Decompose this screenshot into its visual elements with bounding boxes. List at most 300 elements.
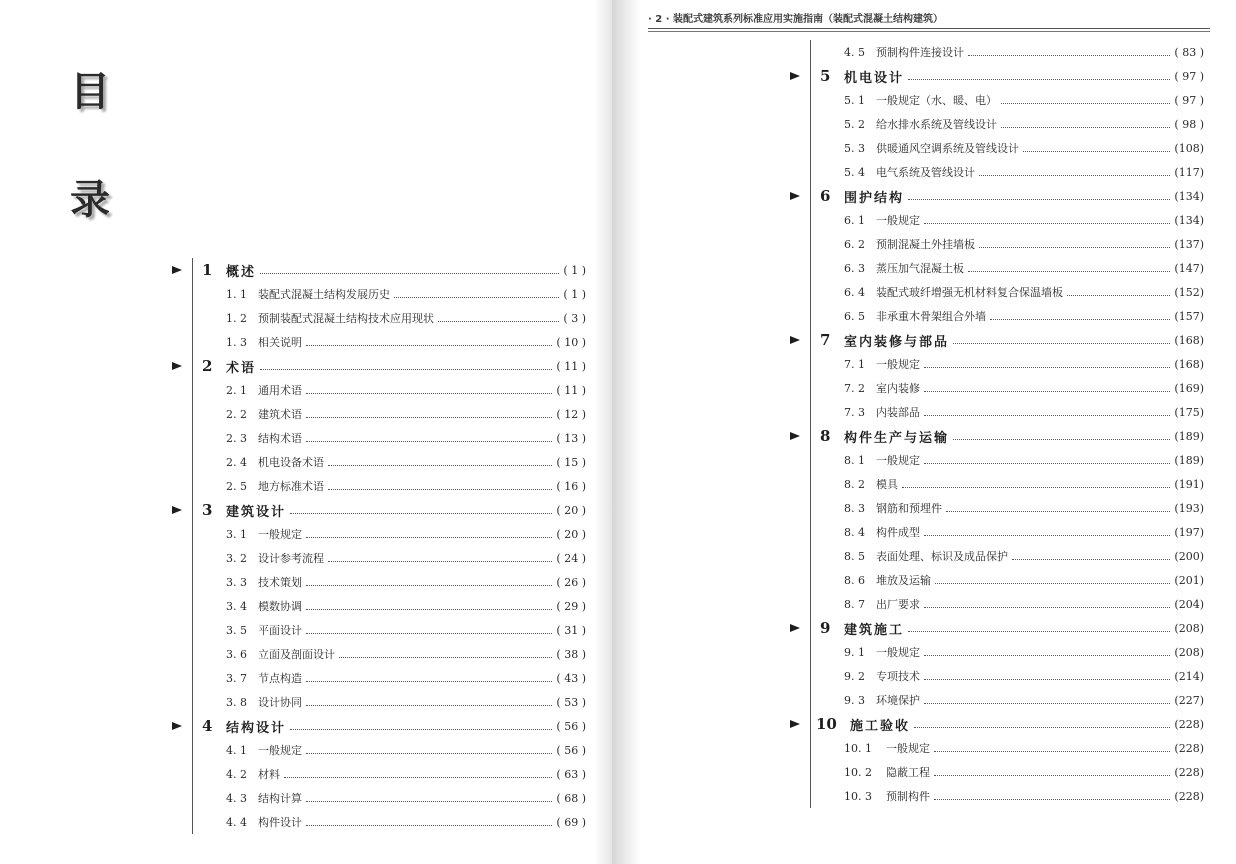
dot-leader bbox=[306, 333, 552, 346]
dot-leader bbox=[306, 813, 552, 826]
chapter-page-number: ( 97 ) bbox=[1174, 69, 1204, 83]
section-title: 模具 bbox=[876, 478, 898, 491]
chapter-arrow-icon bbox=[790, 624, 800, 632]
chapter-number: 10 bbox=[816, 715, 837, 733]
toc-list-left bbox=[172, 258, 586, 834]
chapter-title: 概述 bbox=[226, 264, 257, 280]
section-page-number: ( 53 ) bbox=[556, 695, 586, 709]
section-page-number: ( 29 ) bbox=[556, 599, 586, 613]
dot-leader bbox=[339, 645, 552, 658]
dot-leader bbox=[394, 285, 559, 298]
toc-section-entry[interactable] bbox=[790, 592, 1204, 616]
section-title: 一般规定 bbox=[876, 646, 920, 659]
dot-leader bbox=[908, 67, 1170, 80]
section-title: 立面及剖面设计 bbox=[258, 648, 335, 661]
dot-leader bbox=[306, 405, 552, 418]
toc-section-entry[interactable] bbox=[790, 448, 1204, 472]
toc-section-entry[interactable] bbox=[790, 40, 1204, 64]
toc-chapter-entry[interactable] bbox=[172, 498, 586, 522]
section-title: 结构计算 bbox=[258, 792, 302, 805]
section-number: 2. 5 bbox=[226, 479, 247, 493]
toc-section-entry[interactable] bbox=[790, 472, 1204, 496]
section-page-number: ( 97 ) bbox=[1174, 93, 1204, 107]
dot-leader bbox=[260, 357, 552, 370]
chapter-number: 1 bbox=[202, 261, 213, 279]
section-title: 节点构造 bbox=[258, 672, 302, 685]
toc-chapter-entry[interactable] bbox=[790, 328, 1204, 352]
toc-list-right bbox=[790, 40, 1204, 808]
toc-section-entry[interactable] bbox=[790, 280, 1204, 304]
section-title: 钢筋和预埋件 bbox=[876, 502, 942, 515]
dot-leader bbox=[924, 379, 1170, 392]
dot-leader bbox=[953, 427, 1170, 440]
section-page-number: ( 56 ) bbox=[556, 743, 586, 757]
section-title: 相关说明 bbox=[258, 336, 302, 349]
chapter-title: 构件生产与运输 bbox=[844, 430, 950, 446]
section-number: 5. 1 bbox=[844, 93, 865, 107]
toc-section-entry[interactable] bbox=[172, 738, 586, 762]
section-page-number: (201) bbox=[1174, 573, 1204, 587]
section-page-number: (108) bbox=[1174, 141, 1204, 155]
section-title: 预制构件 bbox=[886, 790, 930, 803]
dot-leader bbox=[935, 571, 1170, 584]
dot-leader bbox=[979, 235, 1170, 248]
section-number: 7. 2 bbox=[844, 381, 865, 395]
section-title: 模数协调 bbox=[258, 600, 302, 613]
chapter-number: 7 bbox=[820, 331, 831, 349]
section-page-number: (157) bbox=[1174, 309, 1204, 323]
toc-section-entry[interactable] bbox=[172, 618, 586, 642]
toc-chapter-entry[interactable] bbox=[172, 714, 586, 738]
section-number: 9. 3 bbox=[844, 693, 865, 707]
section-page-number: ( 31 ) bbox=[556, 623, 586, 637]
toc-section-entry[interactable] bbox=[172, 306, 586, 330]
toc-section-entry[interactable] bbox=[790, 304, 1204, 328]
section-title: 堆放及运输 bbox=[876, 574, 931, 587]
section-page-number: ( 69 ) bbox=[556, 815, 586, 829]
section-title: 蒸压加气混凝土板 bbox=[876, 262, 964, 275]
toc-section-entry[interactable] bbox=[172, 282, 586, 306]
chapter-page-number: (168) bbox=[1174, 333, 1204, 347]
dot-leader bbox=[924, 523, 1170, 536]
toc-section-entry[interactable] bbox=[790, 376, 1204, 400]
dot-leader bbox=[306, 741, 552, 754]
toc-chapter-entry[interactable] bbox=[790, 424, 1204, 448]
chapter-arrow-icon bbox=[790, 72, 800, 80]
toc-section-entry[interactable] bbox=[172, 426, 586, 450]
toc-section-entry[interactable] bbox=[172, 330, 586, 354]
section-title: 预制装配式混凝土结构技术应用现状 bbox=[258, 312, 434, 325]
section-title: 电气系统及管线设计 bbox=[876, 166, 975, 179]
dot-leader bbox=[924, 643, 1170, 656]
dot-leader bbox=[328, 549, 552, 562]
section-page-number: (147) bbox=[1174, 261, 1204, 275]
dot-leader bbox=[1001, 115, 1170, 128]
chapter-number: 6 bbox=[820, 187, 831, 205]
section-page-number: (191) bbox=[1174, 477, 1204, 491]
chapter-page-number: ( 1 ) bbox=[563, 263, 586, 277]
header-rule-thin bbox=[648, 31, 1210, 32]
chapter-page-number: ( 56 ) bbox=[556, 719, 586, 733]
section-number: 3. 8 bbox=[226, 695, 247, 709]
dot-leader bbox=[908, 619, 1170, 632]
section-number: 10. 3 bbox=[844, 789, 872, 803]
section-number: 6. 4 bbox=[844, 285, 865, 299]
section-page-number: ( 98 ) bbox=[1174, 117, 1204, 131]
dot-leader bbox=[1001, 91, 1170, 104]
toc-section-entry[interactable] bbox=[790, 136, 1204, 160]
chapter-arrow-icon bbox=[172, 722, 182, 730]
toc-section-entry[interactable] bbox=[790, 784, 1204, 808]
section-page-number: ( 38 ) bbox=[556, 647, 586, 661]
section-number: 7. 3 bbox=[844, 405, 865, 419]
section-title: 一般规定（水、暖、电） bbox=[876, 94, 997, 107]
dot-leader bbox=[1067, 283, 1170, 296]
section-number: 9. 2 bbox=[844, 669, 865, 683]
chapter-page-number: ( 20 ) bbox=[556, 503, 586, 517]
toc-section-entry[interactable] bbox=[790, 520, 1204, 544]
section-page-number: ( 11 ) bbox=[556, 383, 586, 397]
section-number: 2. 2 bbox=[226, 407, 247, 421]
section-page-number: (228) bbox=[1174, 765, 1204, 779]
toc-section-entry[interactable] bbox=[790, 664, 1204, 688]
dot-leader bbox=[1012, 547, 1170, 560]
section-page-number: (227) bbox=[1174, 693, 1204, 707]
section-title: 预制混凝土外挂墙板 bbox=[876, 238, 975, 251]
section-page-number: (200) bbox=[1174, 549, 1204, 563]
chapter-arrow-icon bbox=[172, 266, 182, 274]
section-number: 2. 1 bbox=[226, 383, 247, 397]
dot-leader bbox=[306, 597, 552, 610]
section-number: 1. 1 bbox=[226, 287, 247, 301]
section-number: 5. 4 bbox=[844, 165, 865, 179]
section-title: 供暖通风空调系统及管线设计 bbox=[876, 142, 1019, 155]
section-page-number: ( 83 ) bbox=[1174, 45, 1204, 59]
section-number: 3. 1 bbox=[226, 527, 247, 541]
dot-leader bbox=[934, 787, 1170, 800]
dot-leader bbox=[934, 763, 1170, 776]
dot-leader bbox=[934, 739, 1170, 752]
chapter-number: 5 bbox=[820, 67, 831, 85]
section-page-number: ( 63 ) bbox=[556, 767, 586, 781]
section-page-number: ( 16 ) bbox=[556, 479, 586, 493]
dot-leader bbox=[924, 403, 1170, 416]
section-number: 8. 2 bbox=[844, 477, 865, 491]
chapter-number: 4 bbox=[202, 717, 213, 735]
right-page bbox=[612, 0, 1236, 864]
toc-section-entry[interactable] bbox=[790, 688, 1204, 712]
section-title: 地方标准术语 bbox=[258, 480, 324, 493]
dot-leader bbox=[438, 309, 559, 322]
toc-section-entry[interactable] bbox=[790, 736, 1204, 760]
section-number: 3. 5 bbox=[226, 623, 247, 637]
section-page-number: (152) bbox=[1174, 285, 1204, 299]
section-page-number: (189) bbox=[1174, 453, 1204, 467]
chapter-title: 机电设计 bbox=[844, 70, 905, 86]
section-title: 一般规定 bbox=[258, 744, 302, 757]
section-title: 专项技术 bbox=[876, 670, 920, 683]
section-page-number: (228) bbox=[1174, 789, 1204, 803]
toc-section-entry[interactable] bbox=[790, 544, 1204, 568]
chapter-arrow-icon bbox=[790, 432, 800, 440]
toc-section-entry[interactable] bbox=[172, 402, 586, 426]
chapter-arrow-icon bbox=[790, 720, 800, 728]
section-number: 5. 3 bbox=[844, 141, 865, 155]
section-number: 3. 4 bbox=[226, 599, 247, 613]
section-number: 10. 2 bbox=[844, 765, 872, 779]
section-page-number: (168) bbox=[1174, 357, 1204, 371]
chapter-page-number: (134) bbox=[1174, 189, 1204, 203]
chapter-arrow-icon bbox=[790, 336, 800, 344]
toc-title-char-2: 录 bbox=[70, 177, 110, 223]
toc-section-entry[interactable] bbox=[790, 88, 1204, 112]
left-page bbox=[0, 0, 612, 864]
chapter-title: 围护结构 bbox=[844, 190, 905, 206]
section-number: 3. 3 bbox=[226, 575, 247, 589]
section-title: 一般规定 bbox=[876, 454, 920, 467]
toc-chapter-entry[interactable] bbox=[172, 354, 586, 378]
chapter-arrow-icon bbox=[790, 192, 800, 200]
section-page-number: (134) bbox=[1174, 213, 1204, 227]
dot-leader bbox=[284, 765, 552, 778]
toc-section-entry[interactable] bbox=[172, 810, 586, 834]
chapter-page-number: ( 11 ) bbox=[556, 359, 586, 373]
section-page-number: ( 24 ) bbox=[556, 551, 586, 565]
dot-leader bbox=[902, 475, 1170, 488]
section-title: 给水排水系统及管线设计 bbox=[876, 118, 997, 131]
dot-leader bbox=[924, 211, 1170, 224]
section-page-number: (117) bbox=[1174, 165, 1204, 179]
toc-section-entry[interactable] bbox=[172, 786, 586, 810]
dot-leader bbox=[306, 525, 552, 538]
toc-chapter-entry[interactable] bbox=[790, 184, 1204, 208]
dot-leader bbox=[306, 381, 552, 394]
toc-section-entry[interactable] bbox=[172, 450, 586, 474]
toc-divider-line bbox=[192, 258, 193, 834]
dot-leader bbox=[908, 187, 1170, 200]
dot-leader bbox=[328, 453, 552, 466]
section-page-number: ( 12 ) bbox=[556, 407, 586, 421]
section-page-number: (169) bbox=[1174, 381, 1204, 395]
toc-section-entry[interactable] bbox=[790, 232, 1204, 256]
section-number: 1. 3 bbox=[226, 335, 247, 349]
section-title: 机电设备术语 bbox=[258, 456, 324, 469]
section-title: 设计协同 bbox=[258, 696, 302, 709]
section-number: 6. 1 bbox=[844, 213, 865, 227]
section-page-number: ( 3 ) bbox=[563, 311, 586, 325]
section-title: 内装部品 bbox=[876, 406, 920, 419]
section-title: 一般规定 bbox=[258, 528, 302, 541]
chapter-title: 术语 bbox=[226, 360, 257, 376]
section-number: 3. 2 bbox=[226, 551, 247, 565]
toc-section-entry[interactable] bbox=[790, 640, 1204, 664]
section-number: 8. 4 bbox=[844, 525, 865, 539]
section-title: 出厂要求 bbox=[876, 598, 920, 611]
section-number: 8. 3 bbox=[844, 501, 865, 515]
header-rule bbox=[648, 28, 1210, 29]
section-page-number: ( 1 ) bbox=[563, 287, 586, 301]
toc-section-entry[interactable] bbox=[172, 378, 586, 402]
section-title: 环境保护 bbox=[876, 694, 920, 707]
section-title: 隐蔽工程 bbox=[886, 766, 930, 779]
toc-section-entry[interactable] bbox=[790, 760, 1204, 784]
chapter-arrow-icon bbox=[172, 362, 182, 370]
toc-section-entry[interactable] bbox=[790, 568, 1204, 592]
chapter-page-number: (208) bbox=[1174, 621, 1204, 635]
dot-leader bbox=[924, 355, 1170, 368]
chapter-page-number: (228) bbox=[1174, 717, 1204, 731]
dot-leader bbox=[953, 331, 1170, 344]
section-number: 1. 2 bbox=[226, 311, 247, 325]
section-title: 表面处理、标识及成品保护 bbox=[876, 550, 1008, 563]
section-number: 8. 5 bbox=[844, 549, 865, 563]
section-title: 构件成型 bbox=[876, 526, 920, 539]
dot-leader bbox=[924, 595, 1170, 608]
chapter-page-number: (189) bbox=[1174, 429, 1204, 443]
section-number: 4. 3 bbox=[226, 791, 247, 805]
section-title: 平面设计 bbox=[258, 624, 302, 637]
toc-section-entry[interactable] bbox=[172, 642, 586, 666]
dot-leader bbox=[924, 691, 1170, 704]
section-page-number: (137) bbox=[1174, 237, 1204, 251]
section-number: 4. 2 bbox=[226, 767, 247, 781]
toc-chapter-entry[interactable] bbox=[790, 64, 1204, 88]
toc-chapter-entry[interactable] bbox=[790, 616, 1204, 640]
dot-leader bbox=[979, 163, 1170, 176]
toc-section-entry[interactable] bbox=[790, 160, 1204, 184]
section-title: 非承重木骨架组合外墙 bbox=[876, 310, 986, 323]
gutter-shadow bbox=[612, 0, 640, 864]
toc-section-entry[interactable] bbox=[172, 666, 586, 690]
chapter-title: 结构设计 bbox=[226, 720, 287, 736]
section-title: 预制构件连接设计 bbox=[876, 46, 964, 59]
section-page-number: (204) bbox=[1174, 597, 1204, 611]
dot-leader bbox=[914, 715, 1170, 728]
section-number: 9. 1 bbox=[844, 645, 865, 659]
section-page-number: ( 20 ) bbox=[556, 527, 586, 541]
toc-section-entry[interactable] bbox=[790, 352, 1204, 376]
section-title: 建筑术语 bbox=[258, 408, 302, 421]
dot-leader bbox=[968, 43, 1170, 56]
chapter-arrow-icon bbox=[172, 506, 182, 514]
section-number: 5. 2 bbox=[844, 117, 865, 131]
section-number: 8. 1 bbox=[844, 453, 865, 467]
dot-leader bbox=[306, 669, 552, 682]
section-page-number: (175) bbox=[1174, 405, 1204, 419]
dot-leader bbox=[946, 499, 1170, 512]
toc-section-entry[interactable] bbox=[172, 690, 586, 714]
gutter-shadow bbox=[594, 0, 612, 864]
chapter-number: 2 bbox=[202, 357, 213, 375]
section-title: 通用术语 bbox=[258, 384, 302, 397]
toc-chapter-entry[interactable] bbox=[790, 712, 1204, 736]
section-title: 室内装修 bbox=[876, 382, 920, 395]
dot-leader bbox=[968, 259, 1170, 272]
section-title: 一般规定 bbox=[876, 214, 920, 227]
toc-chapter-entry[interactable] bbox=[172, 258, 586, 282]
dot-leader bbox=[306, 693, 552, 706]
dot-leader bbox=[260, 261, 559, 274]
toc-section-entry[interactable] bbox=[172, 474, 586, 498]
dot-leader bbox=[306, 429, 552, 442]
section-page-number: (228) bbox=[1174, 741, 1204, 755]
section-title: 结构术语 bbox=[258, 432, 302, 445]
dot-leader bbox=[1023, 139, 1170, 152]
section-page-number: (208) bbox=[1174, 645, 1204, 659]
chapter-title: 建筑施工 bbox=[844, 622, 905, 638]
toc-section-entry[interactable] bbox=[790, 112, 1204, 136]
section-number: 8. 6 bbox=[844, 573, 865, 587]
section-number: 8. 7 bbox=[844, 597, 865, 611]
toc-section-entry[interactable] bbox=[172, 594, 586, 618]
section-page-number: ( 68 ) bbox=[556, 791, 586, 805]
dot-leader bbox=[924, 451, 1170, 464]
dot-leader bbox=[924, 667, 1170, 680]
chapter-title: 室内装修与部品 bbox=[844, 334, 950, 350]
section-number: 10. 1 bbox=[844, 741, 872, 755]
chapter-number: 3 bbox=[202, 501, 213, 519]
section-title: 一般规定 bbox=[876, 358, 920, 371]
section-title: 一般规定 bbox=[886, 742, 930, 755]
section-page-number: ( 15 ) bbox=[556, 455, 586, 469]
dot-leader bbox=[290, 501, 552, 514]
section-title: 装配式玻纤增强无机材料复合保温墙板 bbox=[876, 286, 1063, 299]
section-page-number: ( 10 ) bbox=[556, 335, 586, 349]
toc-section-entry[interactable] bbox=[790, 256, 1204, 280]
section-number: 2. 4 bbox=[226, 455, 247, 469]
section-number: 6. 3 bbox=[844, 261, 865, 275]
section-number: 6. 2 bbox=[844, 237, 865, 251]
toc-section-entry[interactable] bbox=[172, 570, 586, 594]
section-title: 技术策划 bbox=[258, 576, 302, 589]
dot-leader bbox=[990, 307, 1170, 320]
dot-leader bbox=[306, 621, 552, 634]
section-number: 3. 6 bbox=[226, 647, 247, 661]
dot-leader bbox=[290, 717, 552, 730]
section-page-number: (214) bbox=[1174, 669, 1204, 683]
section-title: 构件设计 bbox=[258, 816, 302, 829]
section-number: 7. 1 bbox=[844, 357, 865, 371]
section-number: 3. 7 bbox=[226, 671, 247, 685]
chapter-title: 施工验收 bbox=[850, 718, 911, 734]
section-page-number: ( 43 ) bbox=[556, 671, 586, 685]
toc-section-entry[interactable] bbox=[790, 496, 1204, 520]
section-page-number: ( 13 ) bbox=[556, 431, 586, 445]
section-page-number: (197) bbox=[1174, 525, 1204, 539]
toc-section-entry[interactable] bbox=[172, 546, 586, 570]
chapter-number: 9 bbox=[820, 619, 831, 637]
toc-title-char-1: 目 bbox=[70, 69, 110, 115]
section-title: 装配式混凝土结构发展历史 bbox=[258, 288, 390, 301]
section-number: 6. 5 bbox=[844, 309, 865, 323]
section-number: 4. 4 bbox=[226, 815, 247, 829]
section-page-number: ( 26 ) bbox=[556, 575, 586, 589]
section-number: 4. 1 bbox=[226, 743, 247, 757]
toc-section-entry[interactable] bbox=[790, 400, 1204, 424]
section-number: 2. 3 bbox=[226, 431, 247, 445]
section-number: 4. 5 bbox=[844, 45, 865, 59]
dot-leader bbox=[328, 477, 552, 490]
section-title: 材料 bbox=[258, 768, 280, 781]
toc-section-entry[interactable] bbox=[172, 522, 586, 546]
toc-section-entry[interactable] bbox=[790, 208, 1204, 232]
toc-section-entry[interactable] bbox=[172, 762, 586, 786]
chapter-title: 建筑设计 bbox=[226, 504, 287, 520]
chapter-number: 8 bbox=[820, 427, 831, 445]
running-head: · 2 · 装配式建筑系列标准应用实施指南（装配式混凝土结构建筑） bbox=[648, 14, 943, 25]
section-title: 设计参考流程 bbox=[258, 552, 324, 565]
dot-leader bbox=[306, 789, 552, 802]
